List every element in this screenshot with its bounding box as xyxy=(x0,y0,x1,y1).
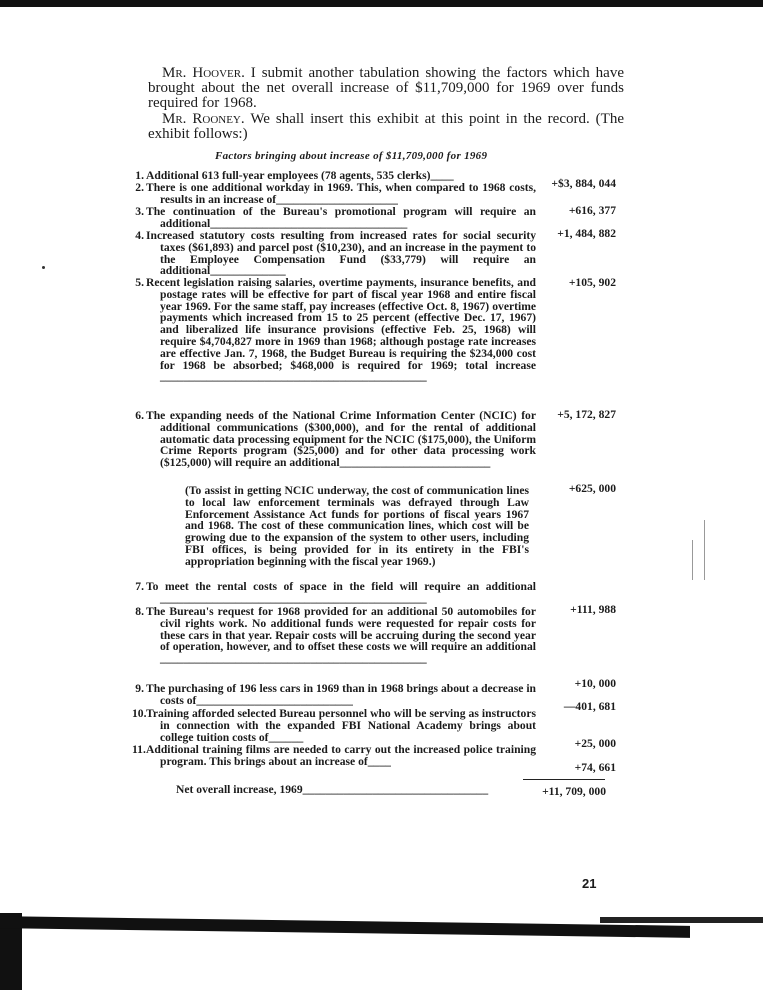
item-amount: +111, 988 xyxy=(570,603,616,616)
item-number: 9. xyxy=(135,682,144,695)
table-row xyxy=(132,707,536,744)
rooney-text: We shall insert this exhibit at this point in the record. (The exhibit follows:) xyxy=(148,111,624,142)
item-number: 10. xyxy=(132,707,147,720)
rooney-speaker: Mr. Rooney. xyxy=(162,111,245,127)
item-number: 5. xyxy=(135,276,144,289)
item-text: The purchasing of 196 less cars in 1969 than in 1968 brings about a decrease in costs of___________________________ xyxy=(146,682,536,707)
item-number: 11. xyxy=(132,743,146,756)
table-row xyxy=(135,205,536,230)
item-text: The continuation of the Bureau's promotional program will require an additional__________________________________ xyxy=(146,205,536,230)
item-amount: +5, 172, 827 xyxy=(557,408,616,421)
table-row xyxy=(135,181,536,206)
item-amount: +10, 000 xyxy=(574,677,616,690)
item-text: Additional training films are needed to carry out the increased police training program. This brings about an increase of____ xyxy=(146,743,536,768)
scan-top-border xyxy=(0,0,763,7)
scan-mark xyxy=(692,540,693,580)
item-text: The expanding needs of the National Crime Information Center (NCIC) for additional communications ($300,000), and for the rental of additional automatic data processing equipment for the NCIC ($175,000), the Uniform Crime Reports program ($25,000) and for other data processing work ($125,000) will require an additional__________________________ xyxy=(146,409,536,470)
scan-edge xyxy=(0,916,690,938)
hoover-text: I submit another tabulation showing the factors which have brought about the net overall increase of $11,709,000 for 1969 over funds required for 1968. xyxy=(148,65,625,111)
hoover-statement xyxy=(148,66,624,111)
item-text: Recent legislation raising salaries, overtime payments, insurance benefits, and postage rates will be effective for part of fiscal year 1968 and entire fiscal year 1969. For the same staff, pay increases (effective Oct. 8, 1967) overtime payments which increased from 15 to 25 percent (effective Dec. 17, 1967) and liberalized life insurance provisions (effective Feb. 25, 1968) will require $4,704,827 more in 1969 than 1968; although postage rate increases are effective Jan. 7, 1968, the Budget Bureau is requiring the $234,000 cost for 1968 be absorbed; $468,000 is required for 1969; total increase ______________________________________________ xyxy=(146,276,536,384)
item-amount: +105, 902 xyxy=(568,276,616,289)
scan-mark xyxy=(704,520,705,580)
item-number: 6. xyxy=(135,409,144,422)
item-text: Increased statutory costs resulting from increased rates for social security taxes ($61,893) and parcel post ($10,230), and an increase in the payment to the Employee Compensation Fund ($33,779) will require an additional_____________ xyxy=(146,229,536,278)
rooney-statement xyxy=(148,112,624,142)
item-amount: +1, 484, 882 xyxy=(557,227,616,240)
item-text: The Bureau's request for 1968 provided for an additional 50 automobiles for civil rights work. No additional funds were requested for repair costs for these cars in that year. Repair costs will be accruing during the second year of operation, however, and to offset these costs we will require an additional ______________________________________________ xyxy=(146,605,536,666)
item-amount: +616, 377 xyxy=(568,204,616,217)
page-number: 21 xyxy=(582,876,597,891)
item-amount: +74, 661 xyxy=(574,761,616,774)
item-number: 7. xyxy=(135,580,144,593)
scan-speck xyxy=(42,266,45,269)
table-caption: Factors bringing about increase of $11,709,000 for 1969 xyxy=(215,150,488,162)
item-text: Additional 613 full-year employees (78 agents, 535 clerks)____ xyxy=(146,169,454,182)
item-amount: +625, 000 xyxy=(568,482,616,495)
total-amount: +11, 709, 000 xyxy=(542,785,606,798)
table-row xyxy=(135,229,536,278)
total-rule xyxy=(523,779,605,780)
item-number: 4. xyxy=(135,229,144,242)
total-label: Net overall increase, 1969________________________________ xyxy=(176,783,489,796)
item-text: There is one additional workday in 1969. This, when compared to 1968 costs, results in an increase of_____________________ xyxy=(146,181,536,206)
table-row xyxy=(132,743,536,768)
item-number: 3. xyxy=(135,205,144,218)
item-text: Training afforded selected Bureau personnel who will be serving as instructors in connection with the expanded FBI National Academy brings about college tuition costs of______ xyxy=(146,707,536,744)
table-row xyxy=(135,682,536,707)
table-row xyxy=(135,580,536,605)
item-number: 1. xyxy=(135,169,144,182)
item-text: To meet the rental costs of space in the field will require an additional ______________________________________________ xyxy=(146,580,536,605)
table-row xyxy=(135,276,536,384)
ncic-note: (To assist in getting NCIC underway, the cost of communication lines to local law enforcement terminals was defrayed through Law Enforcement Assistance Act funds for portions of fiscal years 1967 and 1968. The cost of these communication lines, which cost will be growing due to the expansion of the system to other users, including FBI offices, is being provided for in its entirety in the FBI's appropriation beginning with the fiscal year 1969.) xyxy=(185,484,529,568)
hoover-speaker: Mr. Hoover. xyxy=(162,65,245,81)
item-amount: —401, 681 xyxy=(563,700,616,713)
item-number: 2. xyxy=(135,181,144,194)
scan-bottom-border xyxy=(0,913,763,990)
item-amount: +25, 000 xyxy=(574,737,616,750)
scan-edge xyxy=(600,917,763,923)
table-row xyxy=(135,605,536,666)
item-amount: +$3, 884, 044 xyxy=(551,177,616,190)
item-number: 8. xyxy=(135,605,144,618)
table-row xyxy=(135,409,536,470)
